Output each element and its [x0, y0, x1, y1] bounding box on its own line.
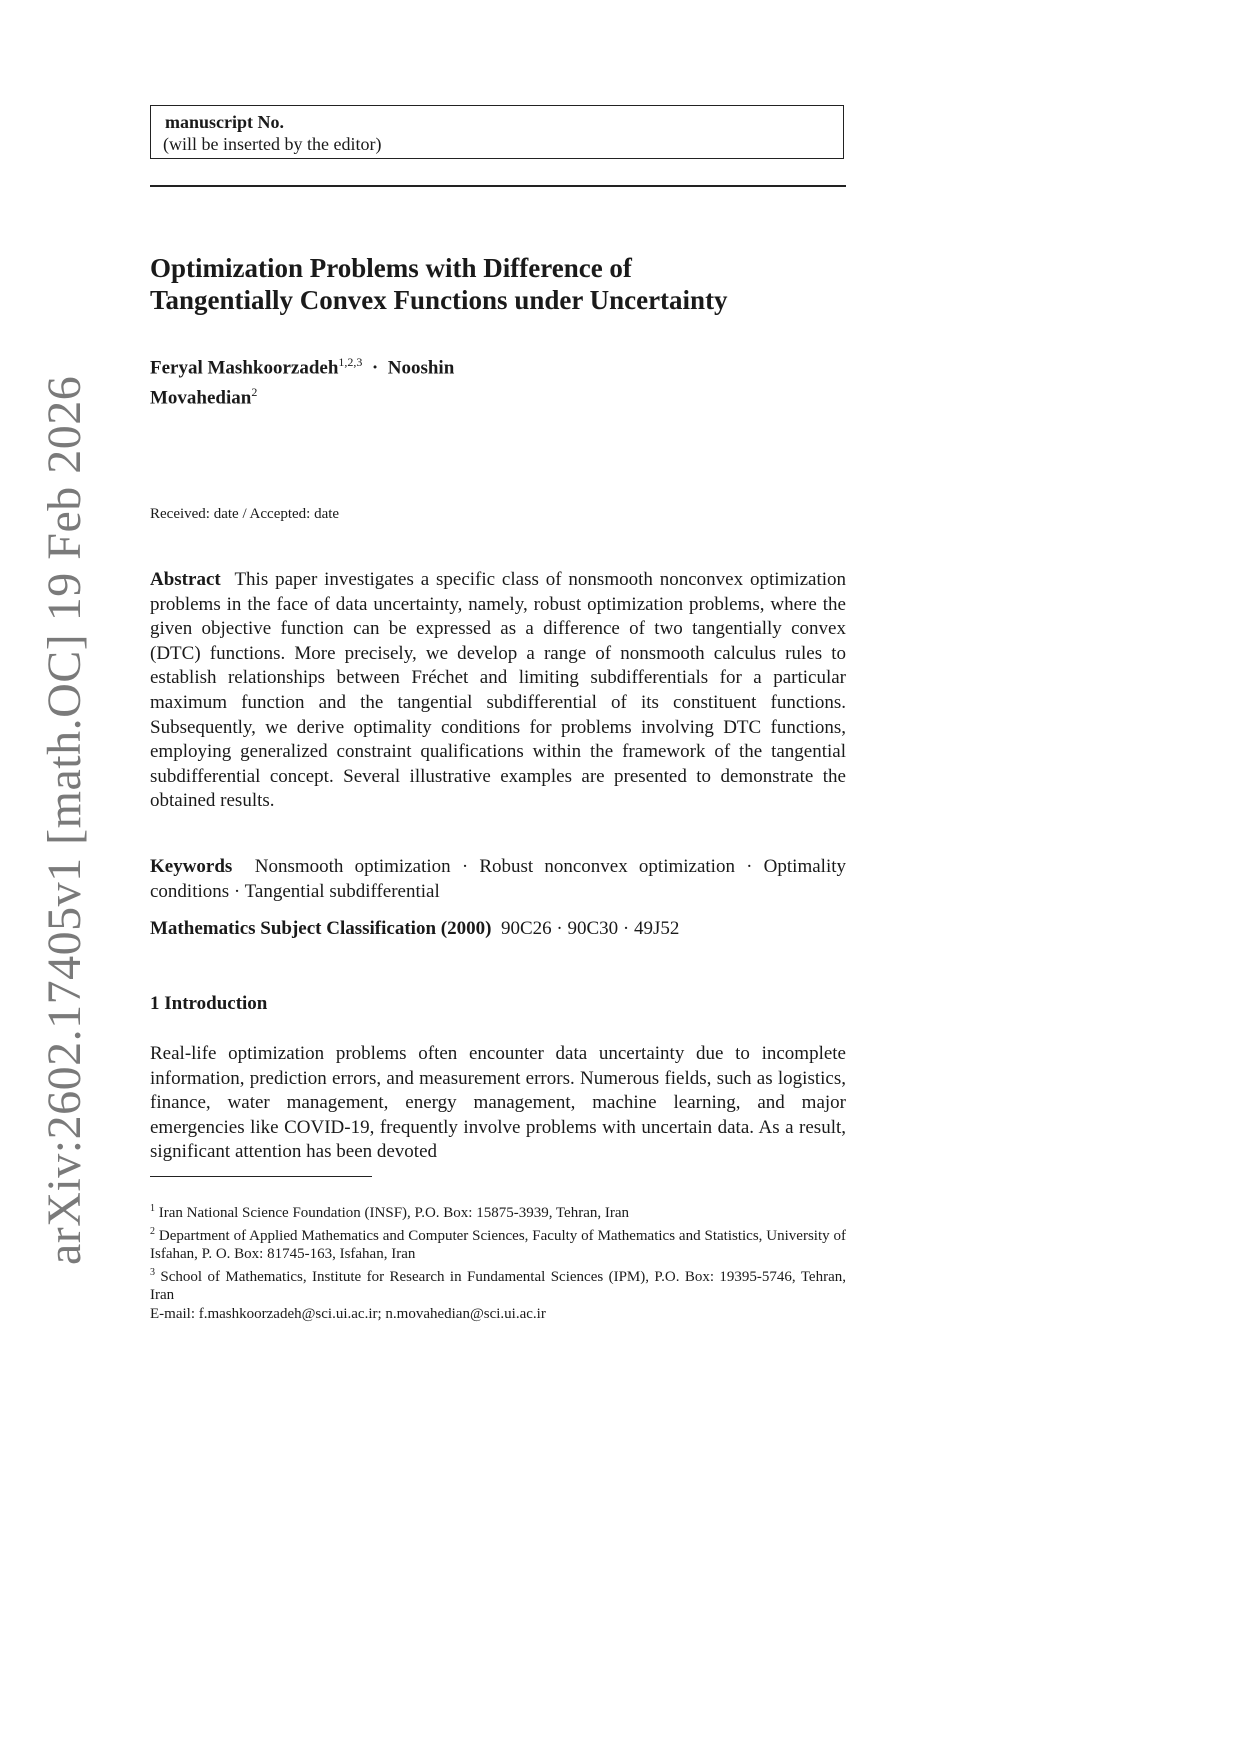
author-2-last-name: Movahedian: [150, 387, 252, 409]
footnote-3-mark: 3: [150, 1266, 155, 1278]
msc-label: Mathematics Subject Classification (2000): [150, 918, 492, 939]
title-line-1: Optimization Problems with Difference of: [150, 253, 632, 283]
footnote-2: [150, 1223, 846, 1264]
section-heading-introduction: 1 Introduction: [150, 993, 268, 1014]
author-1-affiliation: 1,2,3: [338, 355, 363, 369]
header-rule: [150, 185, 846, 187]
footnote-2-text: Department of Applied Mathematics and Computer Sciences, Faculty of Mathematics and Statistics, University of Isfahan, P. O. Box: 81745-163, Isfahan, Iran: [150, 1227, 847, 1262]
arxiv-identifier[interactable]: arXiv:2602.17405v1 [math.OC] 19 Feb 2026: [38, 375, 91, 1265]
footnote-1: [150, 1200, 846, 1223]
footnote-3: [150, 1264, 846, 1305]
keywords: [150, 855, 846, 904]
keywords-label: Keywords: [150, 856, 233, 877]
author-list: [150, 350, 750, 411]
author-1-name: Feryal Mashkoorzadeh: [150, 357, 339, 379]
title-line-2: Tangentially Convex Functions under Uncertainty: [150, 285, 728, 315]
footnote-rule: [150, 1176, 372, 1177]
abstract-text: This paper investigates a specific class of nonsmooth nonconvex optimization problems in the face of data uncertainty, namely, robust optimization problems, where the given objective function can be expressed as a difference of two tangentially convex (DTC) functions. More precisely, we develop a range of nonsmooth calculus rules to establish relationships between Fréchet and limiting subdifferentials for a particular maximum function and the tangential subdifferential of its constituent functions. Subsequently, we derive optimality conditions for problems involving DTC functions, employing generalized constraint qualifications within the framework of the tangential subdifferential concept. Several illustrative examples are presented to demonstrate the obtained results.: [150, 569, 847, 812]
abstract-label: Abstract: [150, 569, 221, 590]
footnotes: [150, 1200, 846, 1323]
abstract: [150, 568, 846, 814]
manuscript-box: [150, 105, 844, 159]
footnote-1-mark: 1: [150, 1203, 155, 1214]
author-separator: ·: [371, 357, 379, 379]
introduction-text: Real-life optimization problems often encounter data uncertainty due to incomplete information, prediction errors, and measurement errors. Numerous fields, such as logistics, finance, water management, energy management, machine learning, and major emergencies like COVID-19, frequently involve problems with uncertain data. As a result, significant attention has been devoted: [150, 1043, 846, 1163]
keywords-text: Nonsmooth optimization · Robust nonconvex optimization · Optimality conditions · Tangential subdifferential: [150, 856, 846, 902]
author-2-first-name: Nooshin: [387, 357, 455, 379]
author-2-affiliation: 2: [251, 385, 258, 400]
received-date: Received: date / Accepted: date: [150, 506, 340, 522]
subject-classification: [150, 917, 846, 942]
manuscript-note: (will be inserted by the editor): [163, 134, 382, 154]
paper-title: [150, 252, 850, 316]
manuscript-label: manuscript No.: [165, 112, 285, 132]
msc-text: 90C26 · 90C30 · 49J52: [500, 918, 680, 939]
footnote-3-text: School of Mathematics, Institute for Research in Fundamental Sciences (IPM), P.O. Box: 19395-5746, Tehran, Iran: [150, 1268, 846, 1303]
footnote-1-text: Iran National Science Foundation (INSF), P.O. Box: 15875-3939, Tehran, Iran: [158, 1205, 630, 1221]
footnote-2-mark: 2: [150, 1225, 155, 1237]
email-line: E-mail: f.mashkoorzadeh@sci.ui.ac.ir; n.movahedian@sci.ui.ac.ir: [150, 1305, 546, 1322]
